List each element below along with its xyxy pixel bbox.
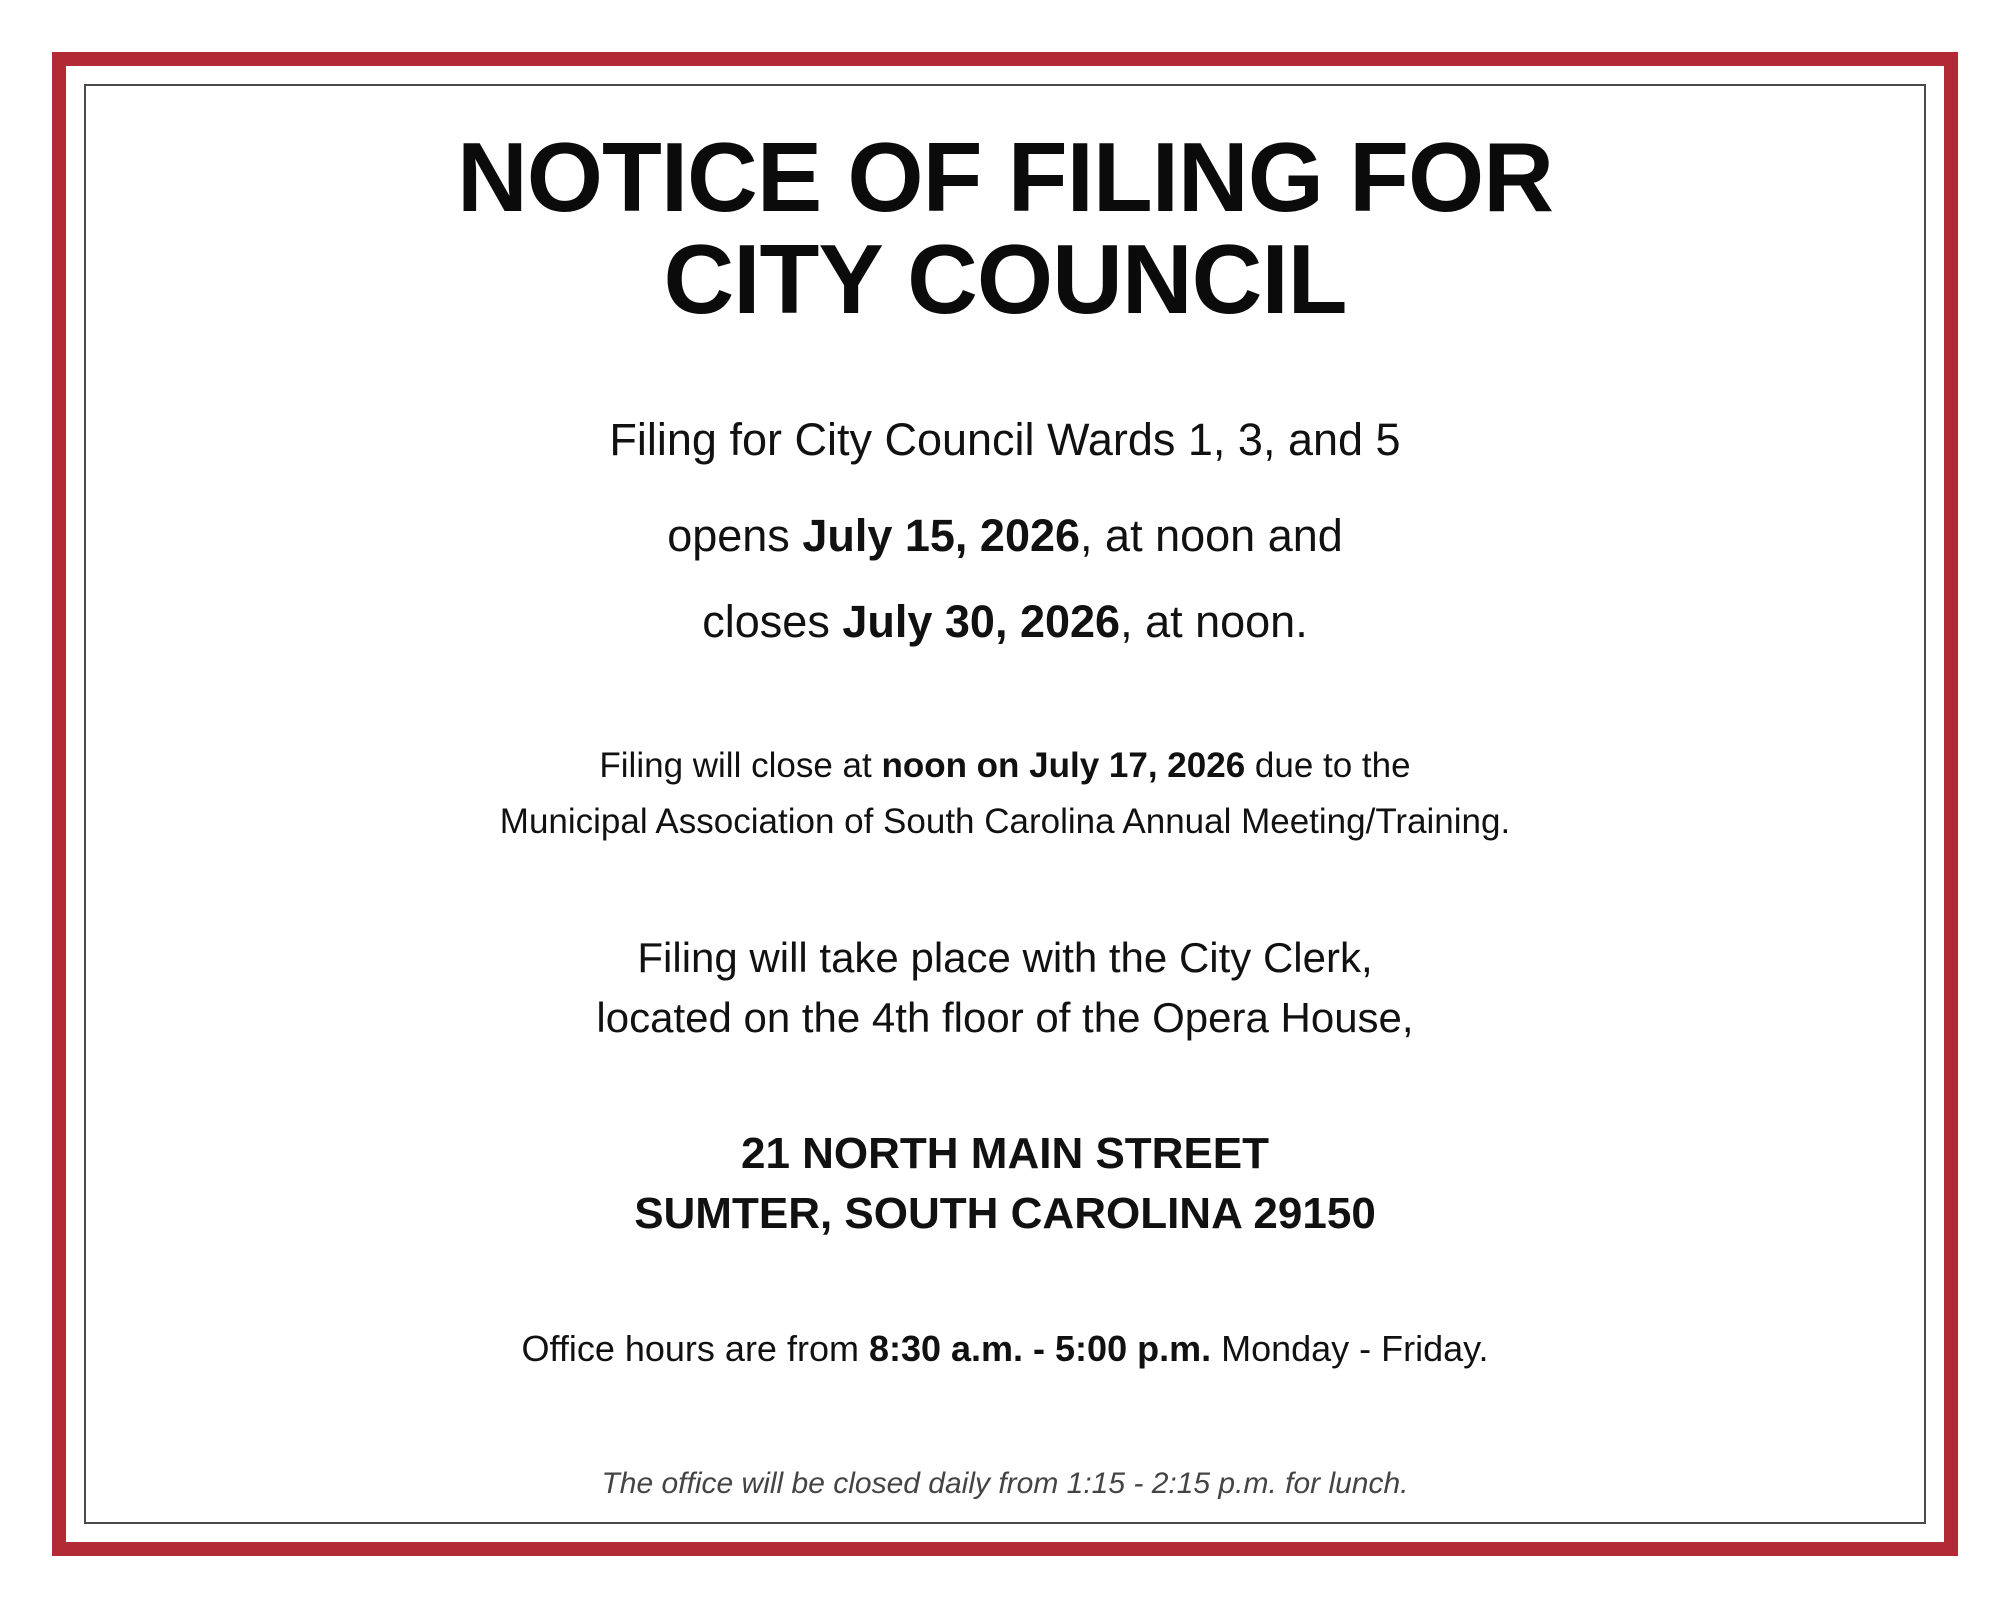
wards-text: Filing for City Council Wards 1, 3, and 5 — [609, 414, 1401, 465]
hours-times: 8:30 a.m. - 5:00 p.m. — [868, 1328, 1212, 1369]
closes-prefix: closes — [702, 596, 843, 647]
early-close-prefix: Filing will close at — [599, 746, 882, 785]
filing-location — [84, 928, 1926, 1048]
opens-suffix: , at noon and — [1080, 510, 1343, 561]
location-line-2: located on the 4th floor of the Opera House, — [596, 994, 1414, 1041]
early-close-suffix: due to the — [1245, 746, 1411, 785]
hours-prefix: Office hours are from — [521, 1328, 869, 1369]
street-address — [84, 1124, 1926, 1244]
office-hours — [84, 1324, 1926, 1374]
opens-prefix: opens — [667, 510, 803, 561]
notice-content — [84, 84, 1926, 1524]
opens-date: July 15, 2026 — [802, 510, 1081, 561]
early-close-line-2: Municipal Association of South Carolina Annual Meeting/Training. — [499, 802, 1511, 841]
location-line-1: Filing will take place with the City Clerk, — [637, 934, 1373, 981]
title-line-2: CITY COUNCIL — [663, 224, 1347, 334]
closes-suffix: , at noon. — [1120, 596, 1308, 647]
closes-line — [84, 594, 1926, 650]
early-close-date: noon on July 17, 2026 — [881, 746, 1246, 785]
closes-date: July 30, 2026 — [842, 596, 1121, 647]
address-line-2: SUMTER, SOUTH CAROLINA 29150 — [634, 1189, 1376, 1238]
notice-title — [84, 122, 1926, 334]
opens-line — [84, 508, 1926, 564]
address-line-1: 21 NORTH MAIN STREET — [740, 1129, 1270, 1178]
hours-suffix: Monday - Friday. — [1211, 1328, 1489, 1369]
early-close-notice — [84, 738, 1926, 850]
title-line-1: NOTICE OF FILING FOR — [456, 122, 1554, 232]
lunch-note: The office will be closed daily from 1:15 - 2:15 p.m. for lunch. — [601, 1467, 1409, 1500]
early-close-line-1 — [84, 738, 1926, 794]
